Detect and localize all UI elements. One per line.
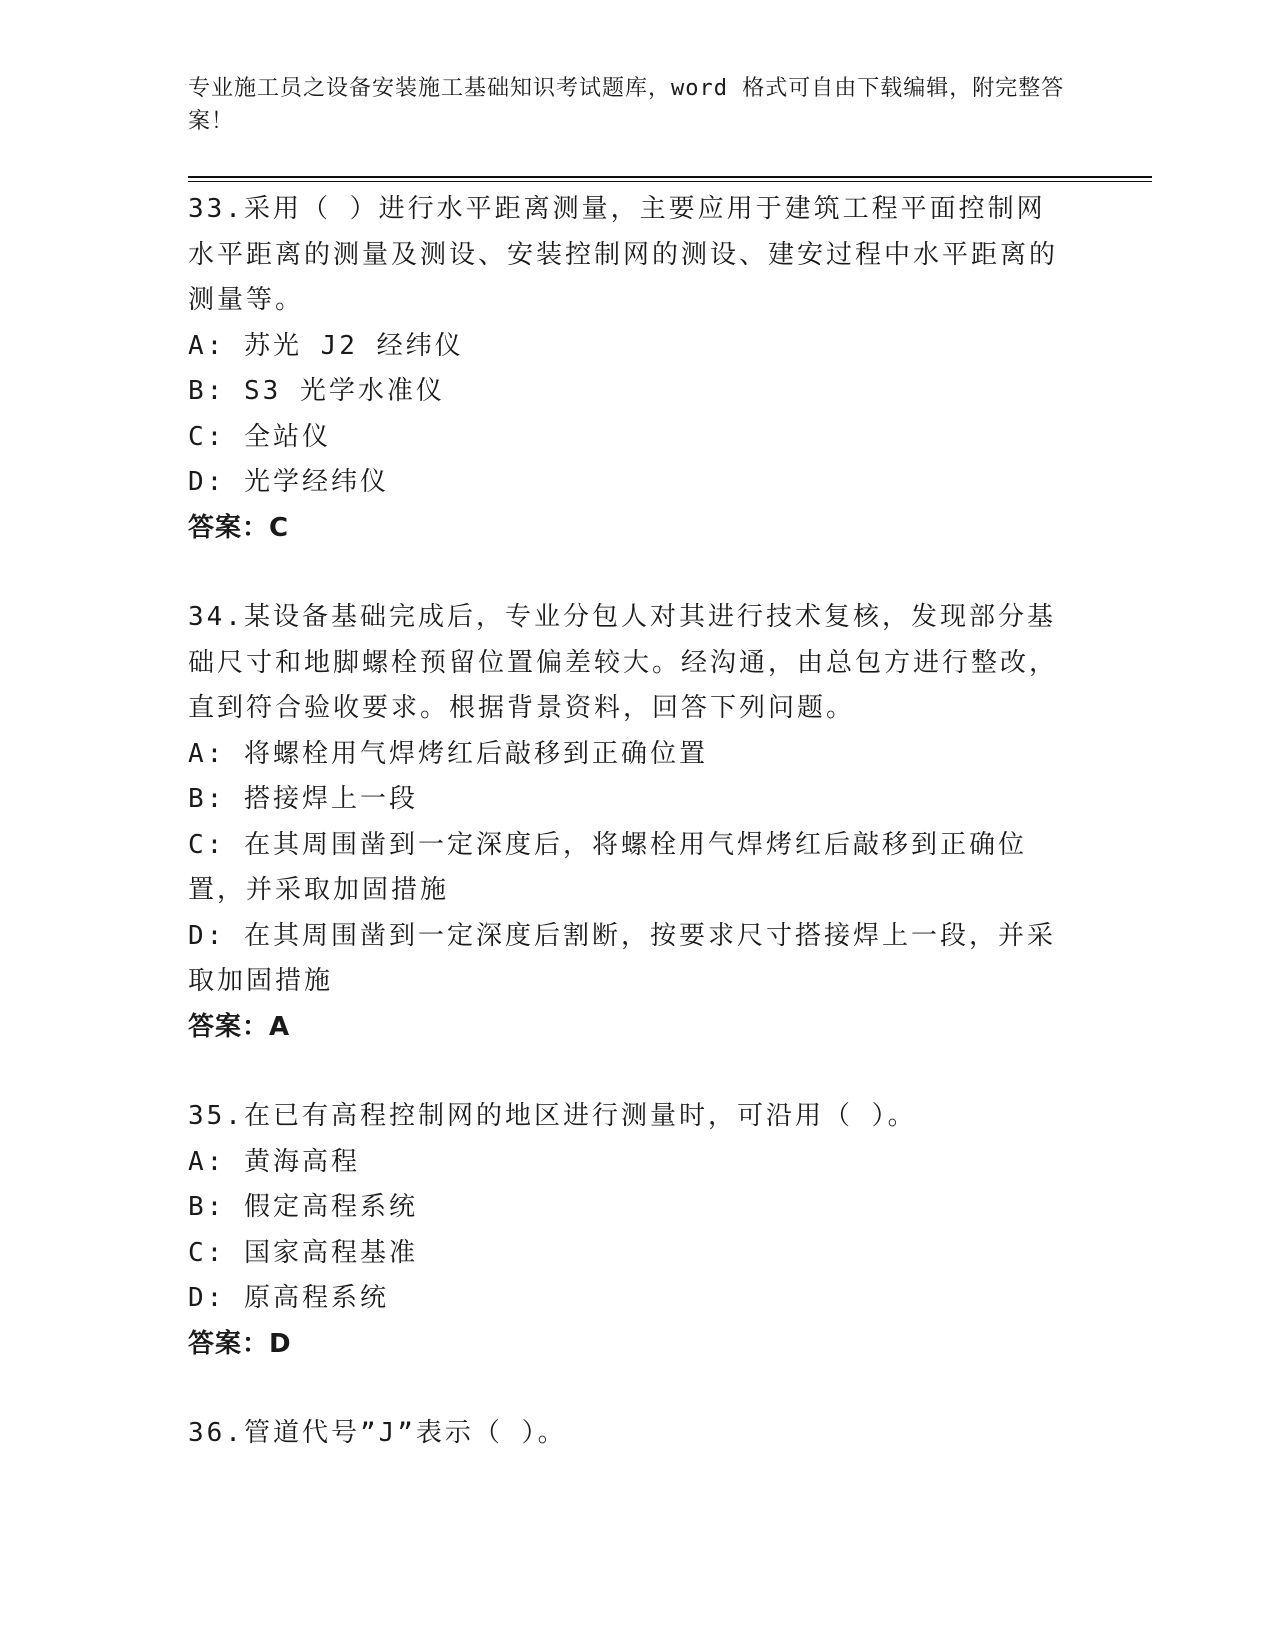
option-d: D: 在其周围凿到一定深度后割断，按要求尺寸搭接焊上一段，并采取加固措施 [188,920,1056,996]
option-b: B: S3 光学水准仪 [188,376,445,406]
answer: 答案：D [188,1328,292,1359]
question-36 [188,1411,1088,1457]
header-rule-thin [188,181,1152,182]
option-a: A: 苏光 J2 经纬仪 [188,330,464,361]
question-stem: 36.管道代号”J”表示（ ）。 [188,1418,567,1448]
option-b: B: 假定高程系统 [188,1192,418,1222]
option-d: D: 原高程系统 [188,1283,389,1313]
document-header: 专业施工员之设备安装施工基础知识考试题库，word 格式可自由下载编辑，附完整答案！ [188,76,1065,134]
option-d: D: 光学经纬仪 [188,467,389,497]
answer: 答案：A [188,1011,291,1042]
question-stem: 34.某设备基础完成后，专业分包人对其进行技术复核，发现部分基础尺寸和地脚螺栓预留位置偏差较大。经沟通，由总包方进行整改，直到符合验收要求。根据背景资料，回答下列问题。 [188,602,1059,723]
question-35 [188,1094,1088,1367]
header-rule-thick [188,176,1152,178]
option-b: B: 搭接焊上一段 [188,784,418,814]
option-c: C: 国家高程基准 [188,1237,418,1268]
question-stem: 35.在已有高程控制网的地区进行测量时，可沿用（ ）。 [188,1101,917,1131]
option-c: C: 在其周围凿到一定深度后，将螺栓用气焊烤红后敲移到正确位置，并采取加固措施 [188,829,1027,905]
question-34 [188,595,1088,1050]
option-c: C: 全站仪 [188,421,331,452]
option-a: A: 将螺栓用气焊烤红后敲移到正确位置 [188,738,708,769]
question-list [188,187,1088,1457]
answer: 答案：C [188,512,290,543]
option-a: A: 黄海高程 [188,1146,360,1177]
question-33 [188,187,1088,551]
question-stem: 33.采用（ ）进行水平距离测量，主要应用于建筑工程平面控制网水平距离的测量及测设、安装控制网的测设、建安过程中水平距离的测量等。 [188,194,1059,315]
